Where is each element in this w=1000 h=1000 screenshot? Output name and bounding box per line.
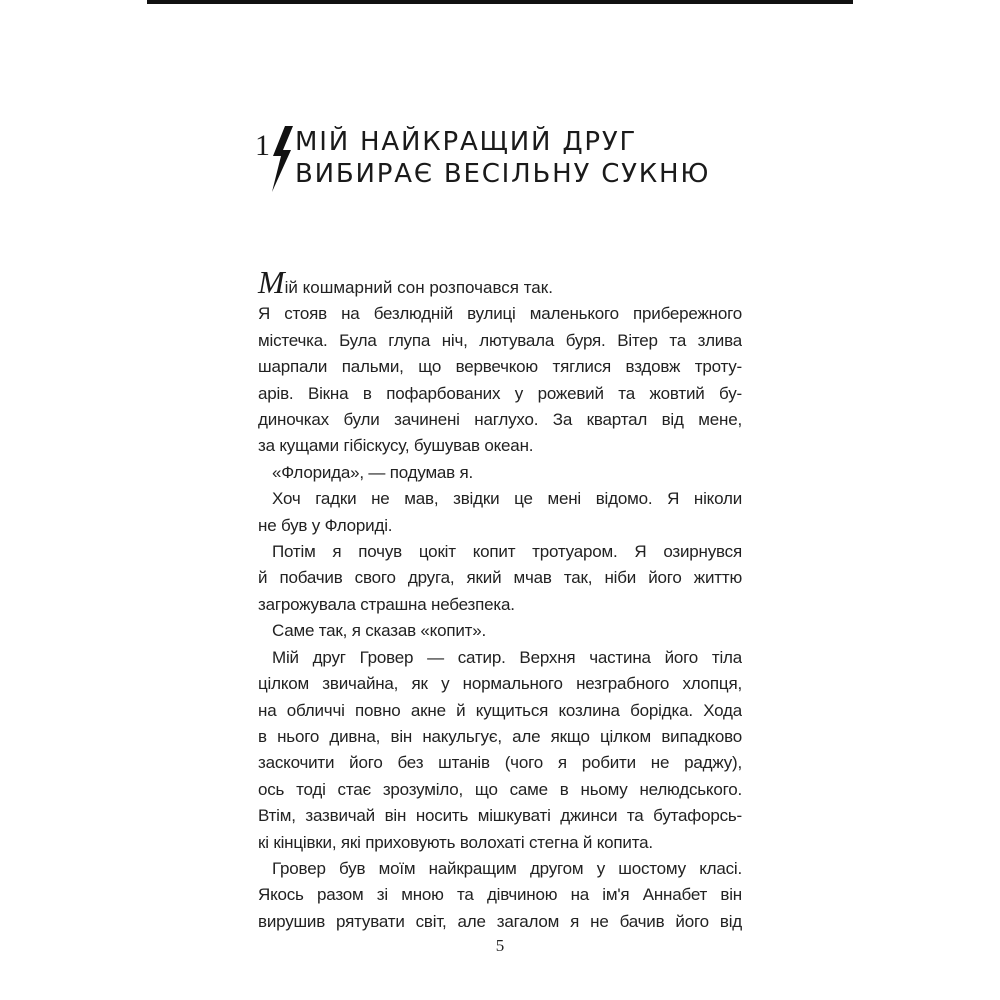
page-number: 5: [495, 936, 505, 955]
text-line: шарпали пальми, що вервечкою тяглися вздовж троту-: [258, 357, 742, 377]
text-line: цілком звичайна, як у нормального незграбного хлопця,: [258, 674, 742, 694]
text-line: Втім, зазвичай він носить мішкуваті джинси та бутафорсь-: [258, 806, 742, 826]
text-line: кі кінцівки, які приховують волохаті стегна й копита.: [258, 832, 653, 852]
text-line: ось тоді стає зрозуміло, що саме в ньому нелюдського.: [258, 779, 742, 799]
body-text: [258, 264, 742, 935]
text-line: й побачив свого друга, який мчав так, ніби його життю: [258, 568, 742, 588]
chapter-title-line-2: ВИБИРАЄ ВЕСІЛЬНУ СУКНЮ: [295, 159, 711, 189]
text-line: Хоч гадки не мав, звідки це мені відомо. Я ніколи: [272, 489, 742, 509]
text-line: містечка. Була глупа ніч, лютувала буря. Вітер та злива: [258, 330, 742, 350]
text-line: Потім я почув цокіт копит тротуаром. Я озирнувся: [272, 542, 742, 562]
text-line: на обличчі повно акне й кущиться козлина борідка. Хода: [258, 700, 742, 720]
text-line: вирушив рятувати світ, але загалом я не бачив його від: [258, 911, 742, 931]
text-line: загрожувала страшна небезпека.: [258, 594, 515, 614]
chapter-number: 1: [255, 129, 270, 162]
drop-cap: М: [258, 264, 285, 300]
text-line: диночках були зачинені наглухо. За квартал від мене,: [258, 410, 742, 430]
text-line: «Флорида», — подумав я.: [272, 462, 474, 482]
text-line: арів. Вікна в пофарбованих у рожевий та жовтий бу-: [258, 383, 742, 403]
text-line: заскочити його без штанів (чого я робити не раджу),: [258, 753, 742, 773]
chapter-title: [295, 126, 710, 190]
text-line: в нього дивна, він накульгує, але якщо цілком випадково: [258, 726, 742, 746]
text-line: Якось разом зі мною та дівчиною на ім'я Аннабет він: [258, 885, 742, 905]
text-line: Мій друг Гровер — сатир. Верхня частина його тіла: [272, 647, 742, 667]
first-line: [258, 264, 742, 301]
text-line: Саме так, я сказав «копит».: [272, 621, 487, 641]
text-line: за кущами гібіскусу, бушував океан.: [258, 436, 534, 456]
text-line: Гровер був моїм найкращим другом у шостому класі.: [272, 858, 742, 878]
top-rule: [147, 0, 853, 4]
chapter-header: [255, 126, 735, 196]
chapter-title-line-1: МІЙ НАЙКРАЩИЙ ДРУГ: [295, 127, 638, 157]
first-line-text: ій кошмарний сон розпочався так.: [284, 278, 553, 297]
text-line: не був у Флориді.: [258, 515, 393, 535]
lightning-bolt-icon: [269, 126, 295, 192]
text-line: Я стояв на безлюдній вулиці маленького прибережного: [258, 304, 742, 324]
